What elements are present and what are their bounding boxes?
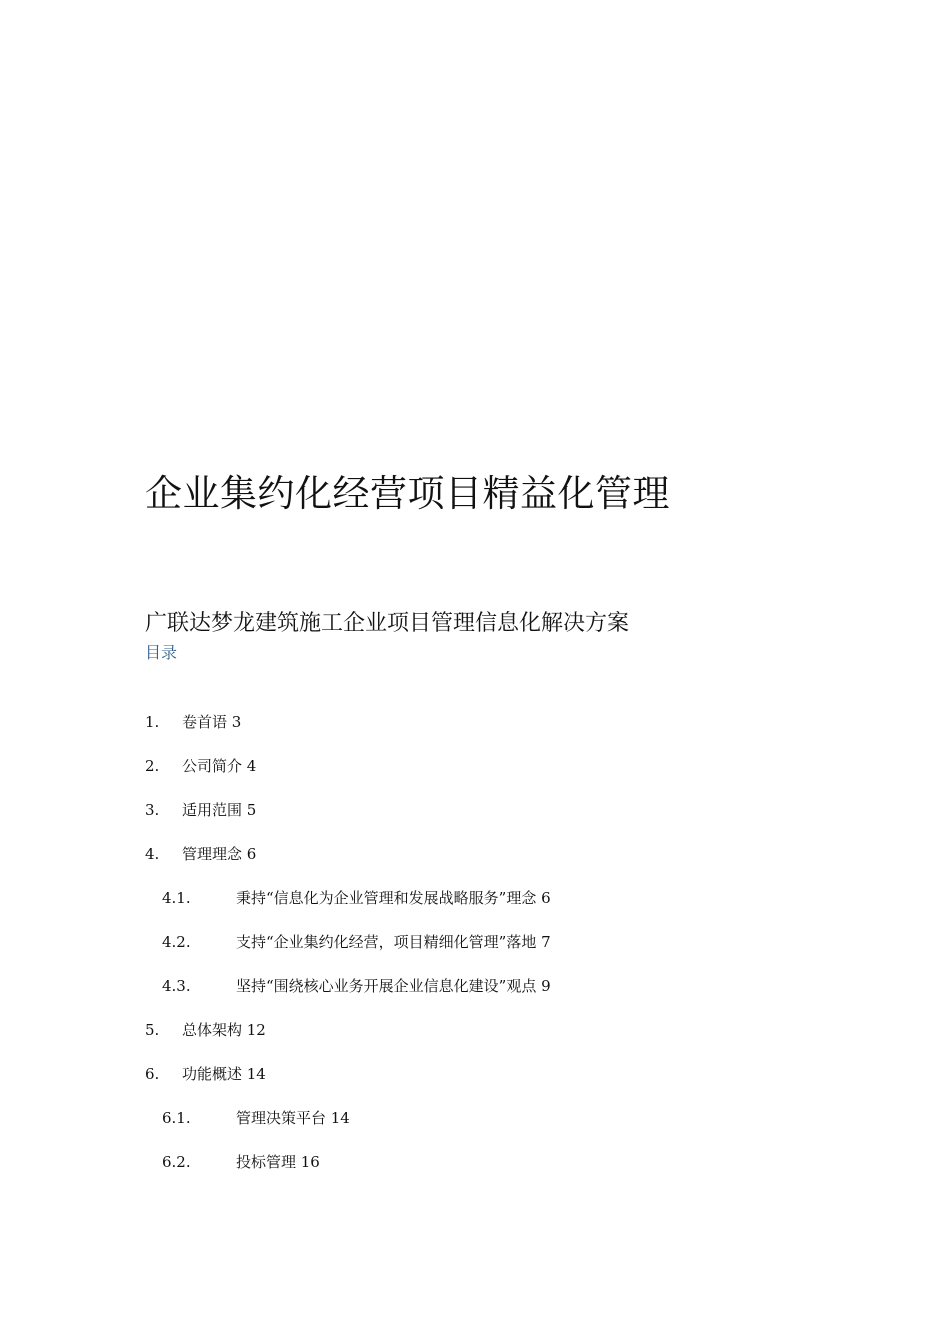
toc-entry-title: 秉持“信息化为企业管理和发展战略服务”理念 6	[236, 889, 551, 907]
table-of-contents	[0, 700, 950, 1184]
toc-entry-number: 6.1.	[162, 1109, 191, 1127]
toc-entry[interactable]	[0, 1008, 950, 1052]
toc-entry-title: 卷首语 3	[182, 713, 242, 731]
toc-entry-title: 支持“企业集约化经营，项目精细化管理”落地 7	[236, 933, 551, 951]
toc-entry[interactable]	[0, 744, 950, 788]
toc-entry-number: 2.	[145, 757, 160, 775]
toc-heading: 目录	[145, 643, 178, 662]
toc-entry-number: 4.	[145, 845, 160, 863]
toc-entry-number: 5.	[145, 1021, 160, 1039]
document-title: 企业集约化经营项目精益化管理	[145, 472, 670, 515]
toc-entry[interactable]	[0, 1052, 950, 1096]
toc-entry-title: 功能概述 14	[182, 1065, 266, 1083]
toc-entry-number: 1.	[145, 713, 160, 731]
toc-entry-title: 总体架构 12	[182, 1021, 266, 1039]
document-subtitle: 广联达梦龙建筑施工企业项目管理信息化解决方案	[145, 611, 630, 636]
toc-subentry[interactable]	[0, 964, 950, 1008]
toc-subentry[interactable]	[0, 1140, 950, 1184]
toc-entry-title: 公司简介 4	[182, 757, 257, 775]
toc-entry-title: 管理理念 6	[182, 845, 257, 863]
toc-subentry[interactable]	[0, 876, 950, 920]
toc-entry-number: 6.	[145, 1065, 160, 1083]
toc-subentry[interactable]	[0, 1096, 950, 1140]
toc-entry-title: 坚持“围绕核心业务开展企业信息化建设”观点 9	[236, 977, 551, 995]
toc-entry-number: 6.2.	[162, 1153, 191, 1171]
toc-entry[interactable]	[0, 788, 950, 832]
toc-subentry[interactable]	[0, 920, 950, 964]
toc-entry-title: 适用范围 5	[182, 801, 257, 819]
toc-entry-number: 4.3.	[162, 977, 191, 995]
toc-entry-number: 4.2.	[162, 933, 191, 951]
toc-entry-number: 3.	[145, 801, 160, 819]
toc-entry[interactable]	[0, 832, 950, 876]
toc-entry-title: 投标管理 16	[236, 1153, 320, 1171]
toc-entry[interactable]	[0, 700, 950, 744]
toc-entry-number: 4.1.	[162, 889, 191, 907]
toc-entry-title: 管理决策平台 14	[236, 1109, 350, 1127]
